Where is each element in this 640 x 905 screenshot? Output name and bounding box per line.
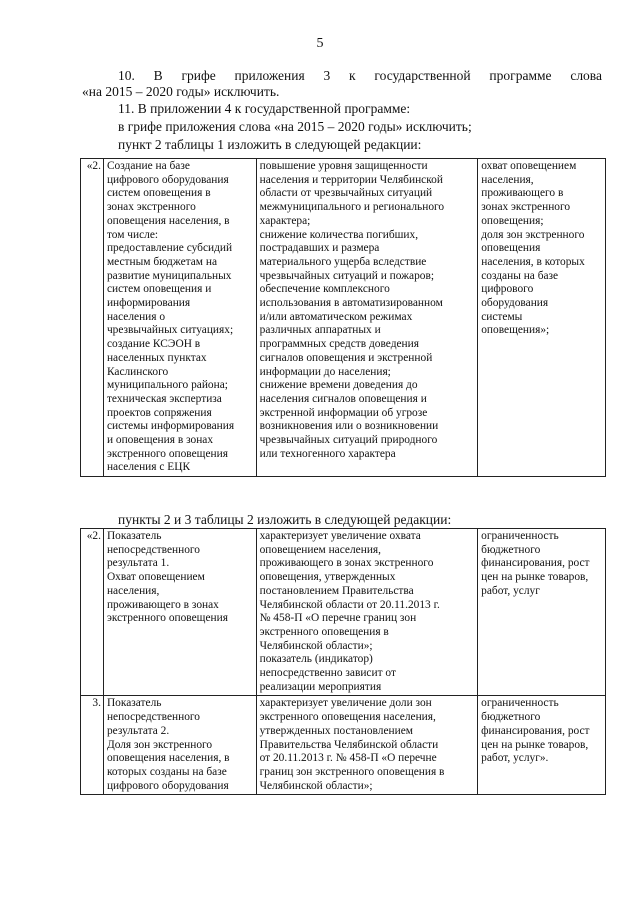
cell-line: населенных пунктах (106, 351, 207, 364)
item11-line2: в грифе приложения слова «на 2015 – 2020 годы» исключить; (118, 119, 472, 134)
cell-line: снижение количества погибших, (259, 228, 419, 241)
cell-line: финансирования, рост (481, 724, 590, 737)
cell-line: цифрового (481, 283, 534, 296)
item11-line1: 11. В приложении 4 к государственной программе: (118, 101, 411, 116)
cell-line: проживающего в (481, 187, 564, 200)
cell-line: Челябинской области»; (259, 779, 373, 792)
table-1 (80, 158, 606, 477)
cell-line: бюджетного (481, 543, 541, 556)
cell-line: том числе: (106, 228, 159, 241)
cell-line: оповещения, утвержденных (259, 571, 396, 584)
cell-line: различных аппаратных и (259, 324, 381, 337)
cell-line: ограниченность (481, 530, 559, 542)
cell-line: показатель (индикатор) (259, 653, 373, 666)
cell-line: ограниченность (481, 697, 559, 710)
table-row (81, 529, 606, 696)
cell-line: цен на рынке товаров, (481, 571, 589, 584)
cell-line: результата 1. (106, 557, 170, 570)
cell-line: зонах экстренного (481, 201, 571, 214)
cell-line: цен на рынке товаров, (481, 738, 589, 751)
cell-line: Правительства Челябинской области (259, 738, 439, 751)
cell-line: оборудования (481, 297, 549, 310)
item10-line2: «на 2015 – 2020 годы» исключить. (82, 84, 280, 99)
page-number: 5 (316, 36, 324, 51)
cell-line: и оповещения в зонах (106, 434, 214, 447)
cell-line: № 458-П «О перечне границ зон (259, 612, 417, 625)
cell-line: муниципального района; (106, 379, 228, 392)
table-row (81, 696, 606, 795)
row-number: «2. (81, 159, 104, 477)
cell-line: систем оповещения и (106, 283, 212, 296)
cell-line: цифрового оборудования (106, 779, 229, 792)
cell-line: информирования (106, 297, 191, 310)
cell-line: использования в автоматизированном (259, 297, 443, 310)
indicator-cell (478, 159, 606, 477)
cell-line: чрезвычайных ситуациях; (106, 324, 234, 337)
cell-line: развитие муниципальных (106, 269, 232, 282)
cell-line: Доля зон экстренного (106, 738, 213, 751)
cell-line: или техногенного характера (259, 447, 396, 460)
indicator-name-cell (103, 696, 256, 795)
cell-line: бюджетного (481, 711, 541, 724)
between-text: пункты 2 и 3 таблицы 2 изложить в следующей редакции: (118, 512, 452, 527)
cell-line: предоставление субсидий (106, 242, 233, 255)
cell-line: финансирования, рост (481, 557, 590, 570)
cell-line: доля зон экстренного (481, 228, 585, 241)
cell-line: материального ущерба вследствие (259, 255, 427, 268)
cell-line: снижение времени доведения до (259, 379, 418, 392)
cell-line: непосредственно зависит от (259, 667, 396, 680)
cell-line: области от чрезвычайных ситуаций (259, 187, 433, 200)
cell-line: постановлением Правительства (259, 584, 414, 597)
cell-line: непосредственного (106, 711, 200, 724)
cell-line: характера; (259, 214, 311, 227)
cell-line: системы (481, 310, 523, 323)
cell-line: Охват оповещением (106, 571, 205, 584)
cell-line: Показатель (106, 697, 162, 710)
indicator-name-cell (103, 529, 256, 696)
cell-line: систем оповещения в (106, 187, 211, 200)
cell-line: цифрового оборудования (106, 173, 229, 186)
cell-line: проживающего в зонах экстренного (259, 557, 434, 570)
cell-line: Создание на базе (106, 160, 190, 172)
cell-line: которых созданы на базе (106, 765, 227, 778)
cell-line: населения с ЕЦК (106, 461, 191, 474)
item10-line1: 10. В грифе приложения 3 к государственной программе слова (118, 68, 602, 83)
cell-line: оповещения населения, в (106, 214, 230, 227)
cell-line: и/или автоматическом режимах (259, 310, 413, 323)
cell-line: оповещением населения, (259, 543, 381, 556)
cell-line: Показатель (106, 530, 162, 542)
cell-line: оповещения населения, в (106, 752, 230, 765)
cell-line: охват оповещением (481, 160, 577, 172)
cell-line: местным бюджетам на (106, 255, 218, 268)
cell-line: утвержденных постановлением (259, 724, 413, 737)
cell-line: системы информирования (106, 420, 235, 433)
cell-line: чрезвычайных ситуаций и пожаров; (259, 269, 435, 282)
risk-cell (478, 529, 606, 696)
row-number: 3. (81, 696, 104, 795)
description-cell (256, 696, 478, 795)
cell-line: программных средств доведения (259, 338, 419, 351)
cell-line: экстренного оповещения в (259, 625, 389, 638)
cell-line: реализации мероприятия (259, 680, 382, 693)
cell-line: чрезвычайных ситуаций природного (259, 434, 438, 447)
description-cell (256, 529, 478, 696)
cell-line: характеризует увеличение доли зон (259, 697, 432, 710)
cell-line: работ, услуг». (481, 752, 549, 765)
cell-line: информации до населения; (259, 365, 391, 378)
cell-line: обеспечение комплексного (259, 283, 390, 296)
cell-line: повышение уровня защищенности (259, 160, 428, 172)
cell-line: проживающего в зонах (106, 598, 219, 611)
cell-line: населения сигналов оповещения и (259, 392, 427, 405)
cell-line: населения о (106, 310, 166, 323)
cell-line: оповещения (481, 242, 541, 255)
cell-line: пострадавших и размера (259, 242, 380, 255)
cell-line: Челябинской области от 20.11.2013 г. (259, 598, 440, 611)
cell-line: зонах экстренного (106, 201, 196, 214)
cell-line: непосредственного (106, 543, 200, 556)
row-number: «2. (81, 529, 104, 696)
cell-line: результата 2. (106, 724, 170, 737)
cell-line: межмуниципального и регионального (259, 201, 445, 214)
cell-line: проектов сопряжения (106, 406, 212, 419)
cell-line: оповещения»; (481, 324, 550, 337)
cell-line: населения, (106, 584, 160, 597)
cell-line: созданы на базе (481, 269, 559, 282)
cell-line: создание КСЭОН в (106, 338, 201, 351)
cell-line: возникновения или о возникновении (259, 420, 439, 433)
cell-line: границ зон экстренного оповещения в (259, 765, 445, 778)
cell-line: оповещения; (481, 214, 544, 227)
cell-line: населения, (481, 173, 534, 186)
event-cell (103, 159, 256, 477)
result-cell (256, 159, 478, 477)
cell-line: населения, в которых (481, 255, 585, 268)
cell-line: экстренной информации об угрозе (259, 406, 428, 419)
cell-line: сигналов оповещения и экстренной (259, 351, 433, 364)
cell-line: характеризует увеличение охвата (259, 530, 421, 542)
item11-line3: пункт 2 таблицы 1 изложить в следующей редакции: (118, 137, 422, 152)
cell-line: Каслинского (106, 365, 169, 378)
cell-line: экстренного оповещения населения, (259, 711, 436, 724)
cell-line: Челябинской области»; (259, 639, 373, 652)
cell-line: работ, услуг (481, 584, 540, 597)
cell-line: от 20.11.2013 г. № 458-П «О перечне (259, 752, 437, 765)
cell-line: экстренного оповещения (106, 447, 228, 460)
risk-cell (478, 696, 606, 795)
cell-line: техническая экспертиза (106, 392, 222, 405)
cell-line: населения и территории Челябинской (259, 173, 443, 186)
cell-line: экстренного оповещения (106, 612, 228, 625)
table-row (81, 159, 606, 477)
table-2 (80, 528, 606, 795)
